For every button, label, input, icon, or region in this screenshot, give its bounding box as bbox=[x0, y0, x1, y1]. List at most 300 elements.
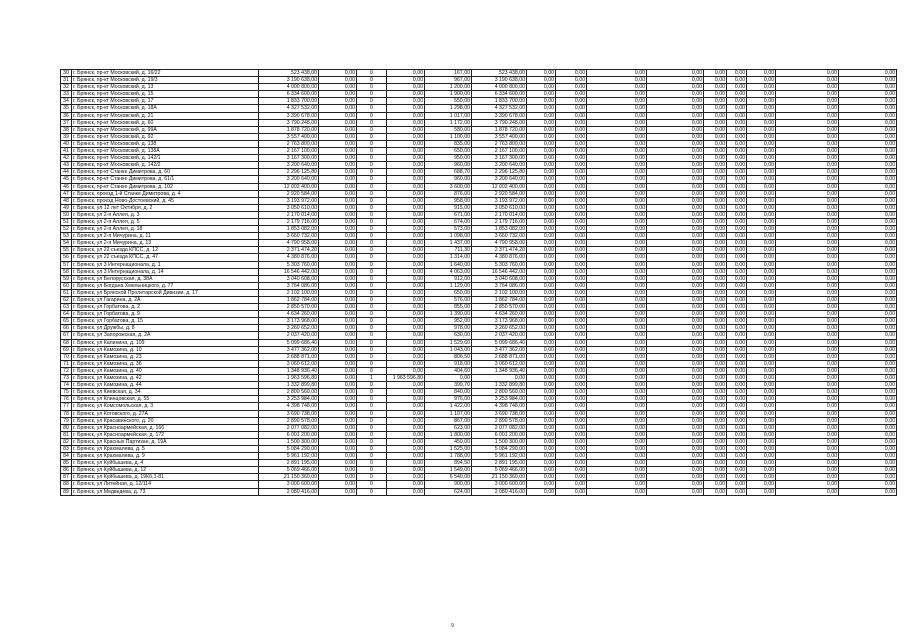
cell-address: г. Брянск, ул 2-я Мичурина, д. 11 bbox=[72, 233, 259, 240]
cell-col-5: 0 bbox=[357, 488, 387, 495]
cell-col-4: 0,00 bbox=[319, 282, 357, 289]
cell-address: г. Брянск, ул Крахмалева, д. 5 bbox=[72, 445, 259, 452]
cell-col-13: 0,00 bbox=[704, 261, 727, 268]
cell-total-cost: 3 000 600,00 bbox=[259, 481, 319, 488]
cell-col-11: 0,00 bbox=[587, 190, 647, 197]
cell-col-11: 0,00 bbox=[587, 148, 647, 155]
cell-col-10: 0,00 bbox=[556, 431, 587, 438]
cell-area: 6 540,00 bbox=[425, 474, 472, 481]
cell-col-8: 3 190 638,00 bbox=[472, 77, 527, 84]
cell-col-15: 0,00 bbox=[747, 488, 776, 495]
table-row bbox=[61, 460, 897, 467]
cell-col-16: 0,00 bbox=[776, 84, 839, 91]
cell-total-cost: 3 557 400,00 bbox=[259, 133, 319, 140]
cell-col-14: 0,00 bbox=[727, 304, 747, 311]
cell-address: г. Брянск, ул Дружбы, д. 8 bbox=[72, 325, 259, 332]
cell-area: 450,00 bbox=[425, 438, 472, 445]
cell-col-14: 0,00 bbox=[727, 396, 747, 403]
cell-col-4: 0,00 bbox=[319, 275, 357, 282]
cell-col-12: 0,00 bbox=[647, 325, 704, 332]
cell-col-10: 0,00 bbox=[556, 325, 587, 332]
table-row bbox=[61, 261, 897, 268]
cell-col-9: 0,00 bbox=[527, 282, 556, 289]
cell-col-16: 0,00 bbox=[776, 112, 839, 119]
cell-col-6: 0,00 bbox=[387, 438, 425, 445]
table-row bbox=[61, 91, 897, 98]
cell-col-4: 0,00 bbox=[319, 367, 357, 374]
cell-col-13: 0,00 bbox=[704, 417, 727, 424]
cell-col-13: 0,00 bbox=[704, 474, 727, 481]
cell-col-5: 0 bbox=[357, 445, 387, 452]
table-row bbox=[61, 70, 897, 77]
table-row bbox=[61, 197, 897, 204]
cell-col-5: 0 bbox=[357, 346, 387, 353]
cell-col-8: 4 790 958,00 bbox=[472, 240, 527, 247]
cell-col-16: 0,00 bbox=[776, 169, 839, 176]
cell-col-15: 0,00 bbox=[747, 84, 776, 91]
cell-col-16: 0,00 bbox=[776, 70, 839, 77]
cell-col-9: 0,00 bbox=[527, 247, 556, 254]
cell-col-12: 0,00 bbox=[647, 403, 704, 410]
cell-area: 650,00 bbox=[425, 148, 472, 155]
cell-row-number: 50 bbox=[61, 211, 72, 218]
cell-col-16: 0,00 bbox=[776, 98, 839, 105]
cell-col-16: 0,00 bbox=[776, 297, 839, 304]
cell-col-9: 0,00 bbox=[527, 367, 556, 374]
cell-col-10: 0,00 bbox=[556, 332, 587, 339]
cell-address: г. Брянск, ул Гагарина, д. 2А bbox=[72, 297, 259, 304]
cell-row-number: 76 bbox=[61, 396, 72, 403]
cell-col-14: 0,00 bbox=[727, 176, 747, 183]
cell-col-16: 0,00 bbox=[776, 304, 839, 311]
cell-col-12: 0,00 bbox=[647, 98, 704, 105]
cell-total-cost: 3 390 678,00 bbox=[259, 112, 319, 119]
cell-col-15: 0,00 bbox=[747, 169, 776, 176]
cell-col-17: 0,00 bbox=[839, 346, 897, 353]
cell-col-14: 0,00 bbox=[727, 417, 747, 424]
cell-col-8: 3 253 984,00 bbox=[472, 396, 527, 403]
cell-col-9: 0,00 bbox=[527, 424, 556, 431]
cell-col-9: 0,00 bbox=[527, 445, 556, 452]
cell-col-11: 0,00 bbox=[587, 403, 647, 410]
cell-col-8: 5 084 290,00 bbox=[472, 445, 527, 452]
cell-address: г. Брянск, ул Куйбышева, д. 4 bbox=[72, 460, 259, 467]
cell-col-8: 2 800 560,00 bbox=[472, 389, 527, 396]
cell-col-5: 0 bbox=[357, 353, 387, 360]
cell-col-14: 0,00 bbox=[727, 155, 747, 162]
cell-col-15: 0,00 bbox=[747, 176, 776, 183]
cell-area: 1 017,00 bbox=[425, 112, 472, 119]
cell-col-17: 0,00 bbox=[839, 396, 897, 403]
cell-col-14: 0,00 bbox=[727, 190, 747, 197]
cell-col-5: 0 bbox=[357, 424, 387, 431]
cell-col-12: 0,00 bbox=[647, 382, 704, 389]
cell-col-8: 2 920 584,00 bbox=[472, 190, 527, 197]
cell-col-6: 0,00 bbox=[387, 84, 425, 91]
cell-col-17: 0,00 bbox=[839, 240, 897, 247]
cell-area: 894,50 bbox=[425, 460, 472, 467]
cell-col-4: 0,00 bbox=[319, 190, 357, 197]
cell-address: г. Брянск, ул 2-я Мичурина, д. 13 bbox=[72, 240, 259, 247]
cell-col-11: 0,00 bbox=[587, 169, 647, 176]
cell-col-8: 4 398 748,00 bbox=[472, 403, 527, 410]
cell-col-5: 0 bbox=[357, 453, 387, 460]
table-row bbox=[61, 289, 897, 296]
cell-col-13: 0,00 bbox=[704, 382, 727, 389]
cell-col-15: 0,00 bbox=[747, 389, 776, 396]
cell-col-16: 0,00 bbox=[776, 396, 839, 403]
cell-col-5: 0 bbox=[357, 84, 387, 91]
cell-col-6: 0,00 bbox=[387, 98, 425, 105]
cell-col-6: 0,00 bbox=[387, 140, 425, 147]
cell-col-9: 0,00 bbox=[527, 289, 556, 296]
cell-col-9: 0,00 bbox=[527, 268, 556, 275]
cell-row-number: 46 bbox=[61, 183, 72, 190]
cell-total-cost: 1 862 784,00 bbox=[259, 297, 319, 304]
cell-address: г. Брянск, пр-кт Московский, д. 18А bbox=[72, 105, 259, 112]
cell-col-16: 0,00 bbox=[776, 445, 839, 452]
cell-area: 1 422,00 bbox=[425, 403, 472, 410]
cell-col-12: 0,00 bbox=[647, 133, 704, 140]
cell-col-14: 0,00 bbox=[727, 211, 747, 218]
cell-col-15: 0,00 bbox=[747, 367, 776, 374]
cell-col-14: 0,00 bbox=[727, 233, 747, 240]
cell-col-4: 0,00 bbox=[319, 289, 357, 296]
cell-col-17: 0,00 bbox=[839, 112, 897, 119]
cell-col-9: 0,00 bbox=[527, 169, 556, 176]
cell-row-number: 83 bbox=[61, 445, 72, 452]
cell-col-16: 0,00 bbox=[776, 275, 839, 282]
cell-col-4: 0,00 bbox=[319, 297, 357, 304]
cell-row-number: 47 bbox=[61, 190, 72, 197]
cell-col-11: 0,00 bbox=[587, 233, 647, 240]
table-row bbox=[61, 367, 897, 374]
cell-col-8: 3 260 652,00 bbox=[472, 325, 527, 332]
cell-col-5: 0 bbox=[357, 70, 387, 77]
cell-row-number: 32 bbox=[61, 84, 72, 91]
cell-col-17: 0,00 bbox=[839, 247, 897, 254]
cell-col-6: 0,00 bbox=[387, 105, 425, 112]
cell-col-14: 0,00 bbox=[727, 325, 747, 332]
cell-col-5: 0 bbox=[357, 105, 387, 112]
cell-row-number: 68 bbox=[61, 339, 72, 346]
table-row bbox=[61, 339, 897, 346]
cell-col-13: 0,00 bbox=[704, 289, 727, 296]
cell-col-10: 0,00 bbox=[556, 318, 587, 325]
cell-col-5: 0 bbox=[357, 438, 387, 445]
cell-address: г. Брянск, ул 3 Интернационала, д. 1 bbox=[72, 261, 259, 268]
cell-col-16: 0,00 bbox=[776, 467, 839, 474]
cell-col-5: 0 bbox=[357, 474, 387, 481]
cell-row-number: 54 bbox=[61, 240, 72, 247]
cell-col-16: 0,00 bbox=[776, 240, 839, 247]
cell-total-cost: 3 690 738,00 bbox=[259, 410, 319, 417]
cell-total-cost: 2 891 195,00 bbox=[259, 460, 319, 467]
cell-row-number: 62 bbox=[61, 297, 72, 304]
cell-col-10: 0,00 bbox=[556, 155, 587, 162]
cell-col-17: 0,00 bbox=[839, 311, 897, 318]
cell-address: г. Брянск, ул Камозина, д. 40 bbox=[72, 367, 259, 374]
cell-col-12: 0,00 bbox=[647, 438, 704, 445]
cell-col-6: 0,00 bbox=[387, 474, 425, 481]
cell-col-11: 0,00 bbox=[587, 453, 647, 460]
cell-row-number: 87 bbox=[61, 474, 72, 481]
cell-col-14: 0,00 bbox=[727, 453, 747, 460]
cell-col-10: 0,00 bbox=[556, 247, 587, 254]
cell-col-14: 0,00 bbox=[727, 382, 747, 389]
cell-col-6: 0,00 bbox=[387, 91, 425, 98]
cell-col-4: 0,00 bbox=[319, 325, 357, 332]
cell-col-12: 0,00 bbox=[647, 148, 704, 155]
cell-row-number: 51 bbox=[61, 218, 72, 225]
cell-col-13: 0,00 bbox=[704, 211, 727, 218]
table-row bbox=[61, 382, 897, 389]
cell-col-12: 0,00 bbox=[647, 346, 704, 353]
cell-col-6: 0,00 bbox=[387, 445, 425, 452]
cell-col-13: 0,00 bbox=[704, 403, 727, 410]
cell-total-cost: 3 200 640,00 bbox=[259, 162, 319, 169]
cell-col-13: 0,00 bbox=[704, 339, 727, 346]
cell-col-6: 0,00 bbox=[387, 282, 425, 289]
cell-col-10: 0,00 bbox=[556, 226, 587, 233]
cell-row-number: 81 bbox=[61, 431, 72, 438]
cell-col-12: 0,00 bbox=[647, 190, 704, 197]
cell-col-13: 0,00 bbox=[704, 84, 727, 91]
cell-col-15: 0,00 bbox=[747, 424, 776, 431]
cell-col-15: 0,00 bbox=[747, 417, 776, 424]
cell-col-13: 0,00 bbox=[704, 155, 727, 162]
cell-address: г. Брянск, ул 12 лет Октября, д. 2 bbox=[72, 204, 259, 211]
cell-row-number: 78 bbox=[61, 410, 72, 417]
cell-col-13: 0,00 bbox=[704, 375, 727, 382]
cell-area: 550,00 bbox=[425, 98, 472, 105]
cell-col-13: 0,00 bbox=[704, 240, 727, 247]
cell-col-15: 0,00 bbox=[747, 77, 776, 84]
cell-address: г. Брянск, пр-кт Московский, д. 13 bbox=[72, 84, 259, 91]
cell-col-9: 0,00 bbox=[527, 133, 556, 140]
cell-col-5: 0 bbox=[357, 332, 387, 339]
cell-col-16: 0,00 bbox=[776, 197, 839, 204]
cell-total-cost: 5 099 686,40 bbox=[259, 339, 319, 346]
cell-col-6: 0,00 bbox=[387, 148, 425, 155]
cell-col-12: 0,00 bbox=[647, 268, 704, 275]
cell-col-4: 0,00 bbox=[319, 162, 357, 169]
cell-col-16: 0,00 bbox=[776, 382, 839, 389]
cell-col-17: 0,00 bbox=[839, 460, 897, 467]
cell-col-5: 0 bbox=[357, 318, 387, 325]
cell-col-16: 0,00 bbox=[776, 453, 839, 460]
cell-col-14: 0,00 bbox=[727, 438, 747, 445]
cell-col-17: 0,00 bbox=[839, 233, 897, 240]
table-row bbox=[61, 318, 897, 325]
cell-col-11: 0,00 bbox=[587, 261, 647, 268]
cell-col-13: 0,00 bbox=[704, 105, 727, 112]
cell-col-5: 0 bbox=[357, 226, 387, 233]
cell-col-16: 0,00 bbox=[776, 183, 839, 190]
cell-address: г. Брянск, ул Котовского, д. 27А bbox=[72, 410, 259, 417]
cell-col-6: 0,00 bbox=[387, 460, 425, 467]
cell-col-8: 2 037 420,00 bbox=[472, 332, 527, 339]
cell-col-12: 0,00 bbox=[647, 282, 704, 289]
cell-col-12: 0,00 bbox=[647, 197, 704, 204]
cell-col-14: 0,00 bbox=[727, 353, 747, 360]
cell-col-15: 0,00 bbox=[747, 325, 776, 332]
cell-col-8: 1 332 899,80 bbox=[472, 382, 527, 389]
table-row bbox=[61, 183, 897, 190]
cell-col-13: 0,00 bbox=[704, 254, 727, 261]
cell-col-8: 2 850 570,00 bbox=[472, 304, 527, 311]
cell-address: г. Брянск, ул 22 съезда КПСС, д. 47 bbox=[72, 254, 259, 261]
cell-col-15: 0,00 bbox=[747, 211, 776, 218]
cell-col-13: 0,00 bbox=[704, 148, 727, 155]
cell-col-8: 3 060 612,00 bbox=[472, 360, 527, 367]
cell-total-cost: 1 878 720,00 bbox=[259, 126, 319, 133]
cell-col-14: 0,00 bbox=[727, 77, 747, 84]
cell-col-15: 0,00 bbox=[747, 70, 776, 77]
cell-col-17: 0,00 bbox=[839, 105, 897, 112]
cell-col-16: 0,00 bbox=[776, 417, 839, 424]
cell-row-number: 72 bbox=[61, 367, 72, 374]
cell-total-cost: 3 764 086,00 bbox=[259, 282, 319, 289]
cell-col-4: 0,00 bbox=[319, 396, 357, 403]
cell-col-9: 0,00 bbox=[527, 119, 556, 126]
cell-total-cost: 3 253 984,00 bbox=[259, 396, 319, 403]
cell-area: 1 390,00 bbox=[425, 311, 472, 318]
cell-col-14: 0,00 bbox=[727, 98, 747, 105]
cell-col-8: 2 080 416,00 bbox=[472, 488, 527, 495]
cell-col-9: 0,00 bbox=[527, 375, 556, 382]
cell-total-cost: 12 002 400,00 bbox=[259, 183, 319, 190]
cell-col-10: 0,00 bbox=[556, 438, 587, 445]
cell-address: г. Брянск, проезд 1-й Станке Димитрова, д. 4 bbox=[72, 190, 259, 197]
cell-total-cost: 6 334 600,00 bbox=[259, 91, 319, 98]
cell-total-cost: 3 167 300,00 bbox=[259, 155, 319, 162]
cell-total-cost: 1 833 700,00 bbox=[259, 98, 319, 105]
cell-row-number: 74 bbox=[61, 382, 72, 389]
table-row bbox=[61, 162, 897, 169]
cell-col-13: 0,00 bbox=[704, 410, 727, 417]
cell-col-6: 0,00 bbox=[387, 226, 425, 233]
cell-col-8: 2 890 578,00 bbox=[472, 417, 527, 424]
cell-col-6: 0,00 bbox=[387, 162, 425, 169]
cell-col-6: 0,00 bbox=[387, 367, 425, 374]
cell-col-9: 0,00 bbox=[527, 339, 556, 346]
cell-col-12: 0,00 bbox=[647, 183, 704, 190]
cell-col-14: 0,00 bbox=[727, 410, 747, 417]
cell-col-12: 0,00 bbox=[647, 119, 704, 126]
cell-col-5: 0 bbox=[357, 339, 387, 346]
cell-row-number: 73 bbox=[61, 375, 72, 382]
cell-col-16: 0,00 bbox=[776, 403, 839, 410]
cell-area: 576,00 bbox=[425, 297, 472, 304]
cell-col-16: 0,00 bbox=[776, 325, 839, 332]
cell-col-5: 0 bbox=[357, 389, 387, 396]
cell-col-11: 0,00 bbox=[587, 332, 647, 339]
cell-col-4: 0,00 bbox=[319, 204, 357, 211]
cell-col-16: 0,00 bbox=[776, 226, 839, 233]
cell-row-number: 48 bbox=[61, 197, 72, 204]
cell-total-cost: 5 084 290,00 bbox=[259, 445, 319, 452]
cell-area: 1 549,00 bbox=[425, 467, 472, 474]
cell-col-17: 0,00 bbox=[839, 126, 897, 133]
cell-col-12: 0,00 bbox=[647, 289, 704, 296]
cell-col-10: 0,00 bbox=[556, 261, 587, 268]
cell-area: 950,00 bbox=[425, 155, 472, 162]
cell-row-number: 59 bbox=[61, 275, 72, 282]
cell-col-13: 0,00 bbox=[704, 282, 727, 289]
cell-col-17: 0,00 bbox=[839, 133, 897, 140]
cell-address: г. Брянск, ул Медведева, д. 73 bbox=[72, 488, 259, 495]
cell-col-4: 0,00 bbox=[319, 375, 357, 382]
cell-col-5: 0 bbox=[357, 460, 387, 467]
cell-col-16: 0,00 bbox=[776, 119, 839, 126]
cell-col-4: 0,00 bbox=[319, 403, 357, 410]
cell-row-number: 39 bbox=[61, 133, 72, 140]
cell-col-5: 0 bbox=[357, 417, 387, 424]
cell-col-12: 0,00 bbox=[647, 360, 704, 367]
cell-address: г. Брянск, ул Калинина, д. 109 bbox=[72, 339, 259, 346]
cell-col-9: 0,00 bbox=[527, 481, 556, 488]
cell-col-14: 0,00 bbox=[727, 311, 747, 318]
cell-col-15: 0,00 bbox=[747, 105, 776, 112]
cell-col-11: 0,00 bbox=[587, 91, 647, 98]
cell-col-14: 0,00 bbox=[727, 289, 747, 296]
cell-address: г. Брянск, пр-кт Московский, д. 15 bbox=[72, 91, 259, 98]
cell-area: 952,00 bbox=[425, 318, 472, 325]
cell-area: 918,00 bbox=[425, 360, 472, 367]
cell-col-12: 0,00 bbox=[647, 105, 704, 112]
cell-col-11: 0,00 bbox=[587, 375, 647, 382]
cell-col-12: 0,00 bbox=[647, 240, 704, 247]
cell-row-number: 42 bbox=[61, 155, 72, 162]
cell-col-10: 0,00 bbox=[556, 197, 587, 204]
cell-col-4: 0,00 bbox=[319, 155, 357, 162]
cell-total-cost: 3 200 640,00 bbox=[259, 176, 319, 183]
cell-col-4: 0,00 bbox=[319, 261, 357, 268]
table-row bbox=[61, 119, 897, 126]
cell-col-6: 0,00 bbox=[387, 453, 425, 460]
cell-col-13: 0,00 bbox=[704, 91, 727, 98]
cell-col-13: 0,00 bbox=[704, 77, 727, 84]
cell-col-13: 0,00 bbox=[704, 275, 727, 282]
cell-col-13: 0,00 bbox=[704, 438, 727, 445]
cell-col-13: 0,00 bbox=[704, 360, 727, 367]
cell-col-12: 0,00 bbox=[647, 112, 704, 119]
cell-col-11: 0,00 bbox=[587, 417, 647, 424]
cell-col-12: 0,00 bbox=[647, 226, 704, 233]
cell-area: 900,00 bbox=[425, 481, 472, 488]
cell-area: 1 043,00 bbox=[425, 346, 472, 353]
cell-area: 976,00 bbox=[425, 396, 472, 403]
cell-col-11: 0,00 bbox=[587, 438, 647, 445]
cell-address: г. Брянск, пр-кт Московский, д. 138 bbox=[72, 140, 259, 147]
cell-area: 630,00 bbox=[425, 332, 472, 339]
cell-col-14: 0,00 bbox=[727, 375, 747, 382]
cell-col-11: 0,00 bbox=[587, 445, 647, 452]
cell-col-16: 0,00 bbox=[776, 233, 839, 240]
cell-col-17: 0,00 bbox=[839, 304, 897, 311]
cell-address: г. Брянск, ул Литейная, д. 12/114 bbox=[72, 481, 259, 488]
cell-col-13: 0,00 bbox=[704, 389, 727, 396]
cell-col-4: 0,00 bbox=[319, 240, 357, 247]
cell-col-11: 0,00 bbox=[587, 460, 647, 467]
cell-col-13: 0,00 bbox=[704, 424, 727, 431]
cell-col-6: 0,00 bbox=[387, 325, 425, 332]
cell-col-10: 0,00 bbox=[556, 304, 587, 311]
cell-col-10: 0,00 bbox=[556, 297, 587, 304]
cell-col-5: 0 bbox=[357, 261, 387, 268]
cell-total-cost: 1 348 936,40 bbox=[259, 367, 319, 374]
